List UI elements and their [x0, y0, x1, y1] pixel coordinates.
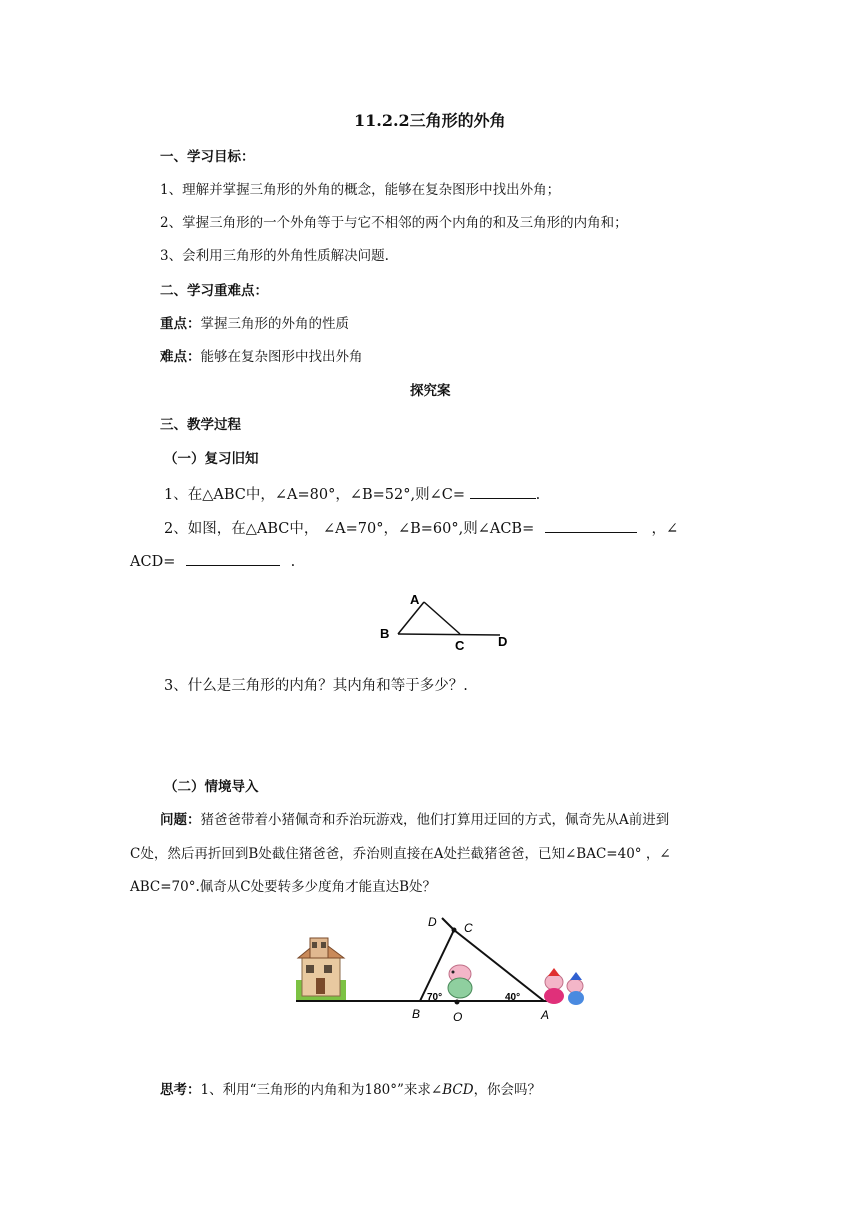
problem-line-1: [160, 811, 669, 829]
question-3: 3、什么是三角形的内角？其内角和等于多少？.: [164, 678, 468, 694]
answer-blank-acd: [186, 551, 280, 566]
label-a: A: [410, 592, 420, 607]
center-heading: 探究案: [410, 383, 451, 399]
question-2-line-1: [164, 518, 678, 538]
question-1: [164, 484, 540, 504]
triangle-figure-1: [370, 588, 520, 654]
focus-text: 掌握三角形的外角的性质: [200, 316, 349, 332]
answer-blank-acb: [545, 518, 637, 533]
pig-character-peppa: [448, 965, 472, 998]
angle-a-label: 40°: [505, 992, 521, 1003]
page-title: 11.2.2三角形的外角: [354, 111, 506, 130]
think-angle: BCD: [442, 1082, 474, 1098]
subsection-scenario: （二）情境导入: [164, 779, 259, 795]
think-text-c: ，你会吗？: [473, 1082, 542, 1098]
think-text-a: 1、利用“三角形的内角和为180°”来求∠: [200, 1082, 443, 1098]
section-heading-objectives: 一、学习目标：: [160, 149, 255, 165]
scenario-figure: [292, 910, 602, 1032]
house-image: [296, 938, 346, 1000]
subsection-review: （一）复习旧知: [164, 451, 259, 467]
answer-blank-c: [470, 484, 536, 499]
label-b: B: [412, 1007, 421, 1021]
question-1-text: 1、在△ABC中，∠A=80°，∠B=52°,则∠C=: [164, 487, 465, 503]
think-line: [160, 1081, 541, 1099]
problem-line-2: C处，然后再折回到B处截住猪爸爸，乔治则直接在A处拦截猪爸爸，已知∠BAC=40° ，∠: [130, 846, 671, 862]
focus-line: [160, 315, 349, 333]
think-label: 思考：: [160, 1082, 201, 1098]
question-2-text: 2、如图，在△ABC中， ∠A=70°，∠B=60°,则∠ACB=: [164, 521, 535, 537]
objective-item-1: 1、理解并掌握三角形的外角的概念，能够在复杂图形中找出外角；: [160, 182, 561, 198]
objective-item-3: 3、会利用三角形的外角性质解决问题.: [160, 248, 389, 264]
label-d: D: [428, 915, 437, 929]
difficulty-line: [160, 348, 363, 366]
label-d: D: [498, 634, 508, 649]
question-2-line-2: [130, 551, 295, 571]
problem-label: 问题：: [160, 812, 201, 828]
question-2-end: .: [290, 554, 296, 570]
objective-item-2: 2、掌握三角形的一个外角等于与它不相邻的两个内角的和及三角形的内角和；: [160, 215, 628, 231]
section-heading-keypoints: 二、学习重难点：: [160, 283, 268, 299]
problem-text-1: 猪爸爸带着小猪佩奇和乔治玩游戏，他们打算用迂回的方式，佩奇先从A前进到: [200, 812, 670, 828]
focus-label: 重点：: [160, 316, 201, 332]
question-2-mid: ，∠: [651, 521, 679, 537]
problem-line-3: ABC=70°.佩奇从C处要转多少度角才能直达B处？: [130, 879, 437, 895]
label-c: C: [455, 638, 465, 653]
segment-bd: [398, 634, 500, 635]
label-a: A: [541, 1008, 550, 1022]
difficulty-text: 能够在复杂图形中找出外角: [200, 349, 363, 365]
point-o: [455, 1000, 460, 1005]
label-b: B: [380, 626, 390, 641]
pig-characters-george: [544, 968, 584, 1005]
segment-ac: [424, 602, 460, 634]
question-2-acd: ACD=: [130, 554, 176, 570]
label-o: O: [453, 1010, 463, 1024]
section-heading-process: 三、教学过程: [160, 417, 241, 433]
question-1-end: .: [535, 487, 541, 503]
point-c: [452, 928, 457, 933]
label-c: C: [464, 921, 473, 935]
difficulty-label: 难点：: [160, 349, 201, 365]
segment-cd: [442, 918, 454, 930]
angle-b-label: 70°: [427, 992, 443, 1003]
